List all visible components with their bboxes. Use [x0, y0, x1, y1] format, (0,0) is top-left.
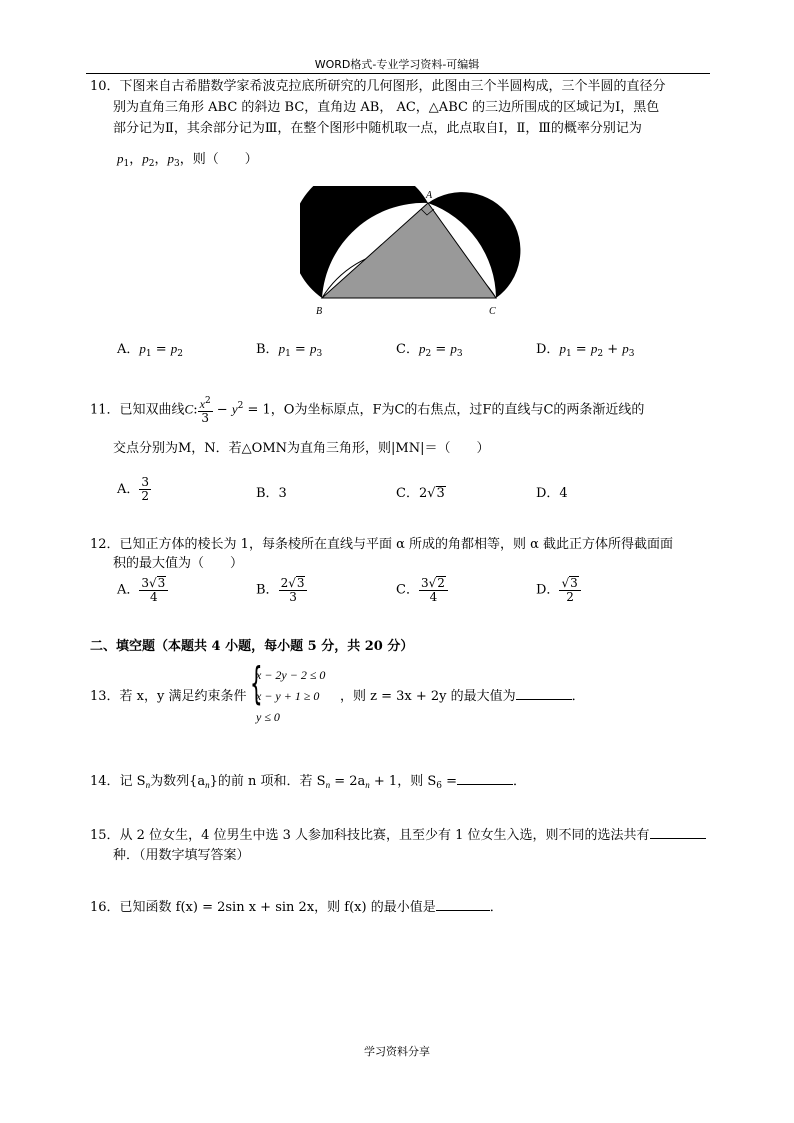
q12-option-b[interactable]: B． $\frac{2√3}{3}$: [256, 576, 307, 604]
q11-option-c-label: C．: [396, 486, 419, 501]
q10-option-d[interactable]: D．$p_1 = p_2 + p_3$: [536, 341, 635, 359]
q12-option-d-label: D．: [536, 582, 560, 598]
q16-line: 16．已知函数 f(x) = 2sin x + sin 2x，则 f(x) 的最小值是 ．: [90, 900, 503, 915]
q15-line2: 种．（用数字填写答案）: [113, 848, 250, 863]
q13-answer-blank[interactable]: [516, 687, 572, 700]
q11-option-a[interactable]: A． $\frac{3}{2}$: [117, 475, 150, 503]
q13-constraint-1: x − 2y − 2 ≤ 0: [256, 668, 326, 682]
q14-eq3: =: [441, 774, 457, 789]
q14-pre: 14．记 S: [90, 774, 146, 789]
q14-eq2: + 1，则 S: [369, 774, 437, 789]
q10-option-c[interactable]: C．$p_2 = p_3$: [396, 341, 463, 359]
hippocrates-lunes-figure: [300, 186, 550, 321]
q15-line1-text: 15．从 2 位女生，4 位男生中选 3 人参加科技比赛，且至少有 1 位女生入选，则不同的选法共有: [90, 828, 650, 843]
q16-answer-blank[interactable]: [436, 898, 490, 911]
q14-mid: 为数列{a: [150, 774, 206, 789]
q11-option-b[interactable]: B．3: [256, 486, 287, 501]
q14-eq: = 2a: [330, 774, 366, 789]
q15-answer-blank[interactable]: [650, 826, 706, 839]
q16-pre: 16．已知函数 f(x) = 2sin x + sin 2x，则 f(x) 的最小值是: [90, 900, 436, 915]
q14-line: 14．记 $S_n$为数列$\{a_n\}$的前 n 项和．若 $S_n = 2a_n + 1$，则 $S_6$ = ．: [90, 774, 527, 791]
q12-line2: 积的最大值为（ ）: [113, 556, 244, 571]
q12-option-c[interactable]: C． $\frac{3√2}{4}$: [396, 576, 448, 604]
q12-option-a[interactable]: A． $\frac{3√3}{4}$: [117, 576, 168, 604]
q10-line2: 别为直角三角形 ABC 的斜边 BC，直角边 AB， AC，△ABC 的三边所围成的区域记为Ⅰ，黑色: [113, 100, 660, 115]
q10-option-a-label: A．: [117, 342, 140, 357]
q12-option-d[interactable]: D． $\frac{√3}{2}$: [536, 576, 581, 604]
q11-num: 11．已知双曲线: [90, 402, 185, 418]
page-header: WORD格式-专业学习资料-可编辑: [314, 58, 480, 71]
q13-constraint-2: x − y + 1 ≥ 0: [256, 689, 320, 703]
header-rule: [86, 73, 710, 74]
label-a: A: [426, 190, 433, 201]
q12-line1: 12．已知正方体的棱长为 1，每条棱所在直线与平面 α 所成的角都相等，则 α 截此正方体所得截面面: [90, 537, 674, 552]
q10-option-a[interactable]: A．$p_1 = p_2$: [117, 341, 184, 359]
q11-option-d[interactable]: D．4: [536, 486, 568, 501]
q14-mid2: }的前 n 项和．若 S: [209, 774, 326, 789]
label-b: B: [316, 306, 323, 317]
system-brace: {: [250, 658, 263, 709]
q11-option-a-label: A．: [117, 482, 140, 497]
q11-mid: ，O为坐标原点，F为C的右焦点，过F的直线与C的两条渐近线的: [270, 402, 645, 418]
q10-line1: 10．下图来自古希腊数学家希波克拉底所研究的几何图形，此图由三个半圆构成，三个半圆的直径分: [90, 79, 666, 94]
q13-post: ，则 z = 3x + 2y 的最大值为 ．: [340, 689, 585, 704]
q10-line4: $p_1$，$p_2$，$p_3$，则（ ）: [117, 151, 258, 169]
page-footer: 学习资料分享: [364, 1045, 430, 1058]
q12-option-c-label: C．: [396, 582, 419, 598]
q13-pre: 13．若 x，y 满足约束条件: [90, 689, 247, 704]
q10-line4-tail: ，则（ ）: [179, 152, 258, 167]
q11-option-c[interactable]: C．2√3: [396, 486, 445, 501]
q13-post-text: ，则 z = 3x + 2y 的最大值为: [340, 689, 516, 704]
q15-line1: [90, 826, 706, 846]
q14-answer-blank[interactable]: [457, 772, 513, 785]
section-fill-in-title: 二、填空题（本题共 4 小题，每小题 5 分，共 20 分）: [90, 639, 414, 654]
q10-option-c-label: C．: [396, 342, 419, 357]
q10-option-d-label: D．: [536, 342, 560, 357]
q10-option-b[interactable]: B．$p_1 = p_3$: [256, 341, 323, 359]
label-c: C: [489, 306, 496, 317]
q12-option-a-label: A．: [117, 582, 140, 598]
q10-option-b-label: B．: [256, 342, 279, 357]
q12-option-b-label: B．: [256, 582, 279, 598]
q13-constraint-3: y ≤ 0: [256, 710, 280, 724]
q10-line3: 部分记为Ⅱ，其余部分记为Ⅲ，在整个图形中随机取一点，此点取自Ⅰ，Ⅱ，Ⅲ的概率分别记为: [113, 121, 642, 136]
q11-line1: 11．已知双曲线C: $\frac{x^2}{3}$ − $y^2 = 1$，O为坐标原点，F为C的右焦点，过F的直线与C的两条渐近线的: [90, 395, 645, 425]
q11-line2: 交点分别为M，N．若△OMN为直角三角形，则|MN|＝（ ）: [113, 441, 490, 456]
